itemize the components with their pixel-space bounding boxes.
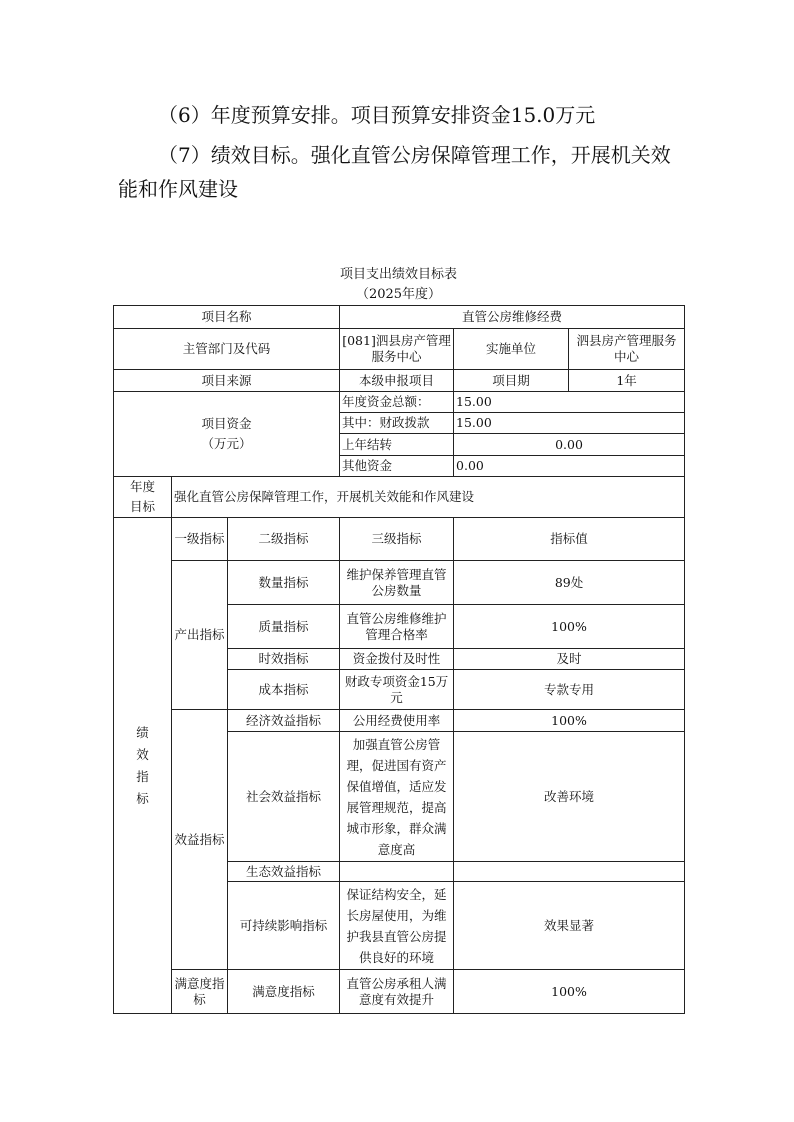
table-row: 直管公房维修维护管理合格率	[340, 605, 454, 649]
table-title: 项目支出绩效目标表	[339, 267, 457, 282]
table-row: 可持续影响指标	[228, 882, 340, 970]
perf-char-1: 绩	[136, 724, 149, 740]
header-level2: 二级指标	[228, 518, 340, 561]
table-row: 加强直管公房管理，促进国有资产保值增值，适应发展管理规范，提高城市形象，群众满意度高	[340, 732, 454, 862]
perf-char-2: 效	[136, 746, 149, 762]
table-row: 生态效益指标	[228, 862, 340, 882]
table-row: 满意度指标	[228, 970, 340, 1014]
perf-char-4: 标	[136, 790, 149, 806]
fund-fiscal-value: 15.00	[454, 413, 685, 434]
output-indicator-label: 产出指标	[172, 561, 228, 710]
dept-label: 主管部门及代码	[114, 329, 340, 370]
table-row: 89处	[454, 561, 685, 605]
satisfaction-indicator-label: 满意度指标	[172, 970, 228, 1014]
header-value: 指标值	[454, 518, 685, 561]
goal-value: 强化直管公房保障管理工作，开展机关效能和作风建设	[172, 477, 685, 518]
perf-char-3: 指	[136, 768, 149, 784]
performance-goal-paragraph: （7）绩效目标。强化直管公房保障管理工作，开展机关效能和作风建设	[118, 143, 671, 201]
dept-value: [081]泗县房产管理服务中心	[340, 329, 454, 370]
fund-fiscal-label: 其中：财政拨款	[340, 413, 454, 434]
table-row: 时效指标	[228, 649, 340, 670]
fund-label-line2: （万元）	[201, 436, 252, 451]
performance-table	[113, 305, 685, 1014]
project-name-value: 直管公房维修经费	[340, 306, 685, 329]
impl-label: 实施单位	[454, 329, 569, 370]
table-row: 专款专用	[454, 670, 685, 710]
table-row: 经济效益指标	[228, 710, 340, 732]
table-row: 资金拨付及时性	[340, 649, 454, 670]
table-row: 公用经费使用率	[340, 710, 454, 732]
table-row: 100%	[454, 605, 685, 649]
fund-carryover-value: 0.00	[454, 434, 685, 456]
table-row	[340, 862, 454, 882]
goal-label-line2: 目标	[129, 499, 155, 514]
table-row	[454, 862, 685, 882]
fund-carryover-label: 上年结转	[340, 434, 454, 456]
table-row: 及时	[454, 649, 685, 670]
source-label: 项目来源	[114, 370, 340, 392]
table-row: 维护保养管理直管公房数量	[340, 561, 454, 605]
table-year: （2025年度）	[355, 287, 442, 302]
table-row: 保证结构安全，延长房屋使用，为维护我县直管公房提供良好的环境	[340, 882, 454, 970]
perf-indicator-label	[114, 518, 172, 1014]
table-row: 100%	[454, 970, 685, 1014]
fund-other-value: 0.00	[454, 456, 685, 477]
fund-total-label: 年度资金总额：	[340, 392, 454, 413]
fund-label	[114, 392, 340, 477]
table-row: 改善环境	[454, 732, 685, 862]
impl-value: 泗县房产管理服务中心	[569, 329, 685, 370]
table-row: 社会效益指标	[228, 732, 340, 862]
table-row: 数量指标	[228, 561, 340, 605]
table-row: 质量指标	[228, 605, 340, 649]
fund-total-value: 15.00	[454, 392, 685, 413]
fund-other-label: 其他资金	[340, 456, 454, 477]
header-level1: 一级指标	[172, 518, 228, 561]
budget-paragraph: （6）年度预算安排。项目预算安排资金15.0万元	[158, 103, 596, 127]
table-row: 效果显著	[454, 882, 685, 970]
table-row: 100%	[454, 710, 685, 732]
period-value: 1年	[569, 370, 685, 392]
benefit-indicator-label: 效益指标	[172, 710, 228, 970]
table-row: 直管公房承租人满意度有效提升	[340, 970, 454, 1014]
fund-label-line1: 项目资金	[201, 416, 252, 431]
table-row: 成本指标	[228, 670, 340, 710]
table-row: 财政专项资金15万元	[340, 670, 454, 710]
project-name-label: 项目名称	[114, 306, 340, 329]
header-level3: 三级指标	[340, 518, 454, 561]
period-label: 项目期	[454, 370, 569, 392]
goal-label	[114, 477, 172, 518]
source-value: 本级申报项目	[340, 370, 454, 392]
goal-label-line1: 年度	[129, 479, 155, 494]
